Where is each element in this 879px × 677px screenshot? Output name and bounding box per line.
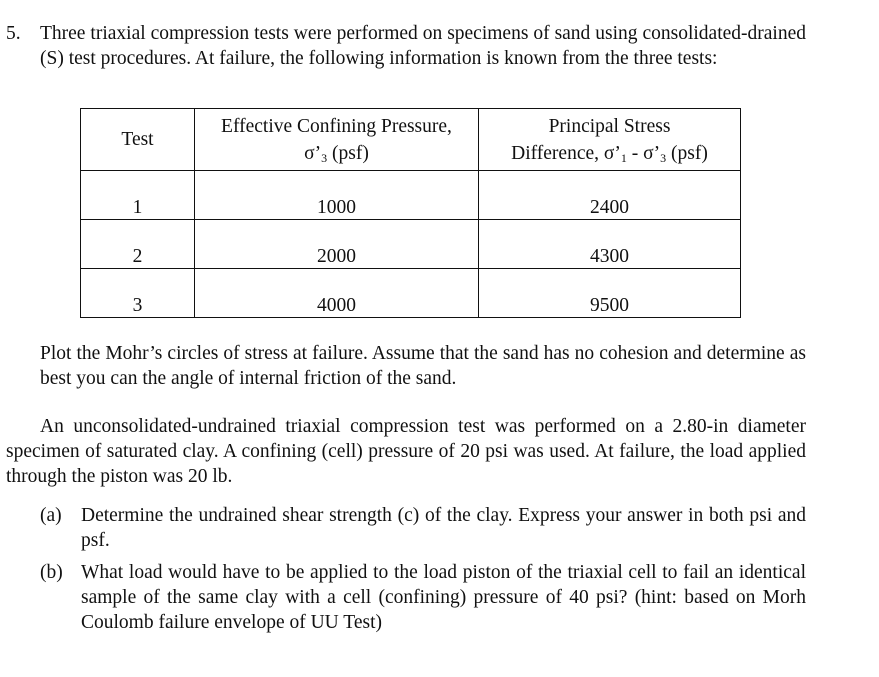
table-row <box>81 220 741 269</box>
header-principal-subscript-1: 1 <box>620 150 627 165</box>
cell-confining: 2000 <box>195 220 479 269</box>
header-principal-stress-difference <box>479 109 741 171</box>
header-principal-subscript-2: 3 <box>660 150 667 165</box>
table-header-row <box>81 109 741 171</box>
plot-instruction: Plot the Mohr’s circles of stress at failure. Assume that the sand has no cohesion and determine as best you can the angle of internal friction of the sand. <box>40 343 806 389</box>
table-row <box>81 269 741 318</box>
header-confining-subscript: 3 <box>321 150 328 165</box>
cell-test: 1 <box>81 171 195 220</box>
question-b-label: (b) <box>40 562 63 583</box>
header-confining-pressure <box>195 109 479 171</box>
cell-confining: 1000 <box>195 171 479 220</box>
cell-difference: 9500 <box>479 269 741 318</box>
header-principal-line1: Principal Stress <box>548 115 671 137</box>
cell-confining: 4000 <box>195 269 479 318</box>
question-b-text: What load would have to be applied to the load piston of the triaxial cell to fail an identical sample of the same clay with a cell (confining) pressure of 40 psi? (hint: based on Morh Coulomb failure envelope of UU Test) <box>81 562 806 633</box>
header-test-label: Test <box>121 129 154 150</box>
question-a <box>40 503 806 553</box>
uu-test-description: An unconsolidated-undrained triaxial compression test was performed on a 2.80-in diameter specimen of saturated clay. A confining (cell) pressure of 20 psi was used. At failure, the load applied through the piston was 20 lb. <box>6 416 806 487</box>
question-a-text: Determine the undrained shear strength (c) of the clay. Express your answer in both psi and psf. <box>81 505 806 551</box>
header-principal-symbol-2: σ’ <box>643 142 661 164</box>
header-test <box>81 109 195 171</box>
header-confining-unit: (psf) <box>327 142 369 164</box>
cell-test: 3 <box>81 269 195 318</box>
cell-difference: 2400 <box>479 171 741 220</box>
header-principal-unit: (psf) <box>666 142 708 164</box>
header-principal-symbol-1: σ’ <box>603 142 621 164</box>
header-principal-minus: - <box>626 142 644 164</box>
header-confining-line1: Effective Confining Pressure, <box>221 115 452 137</box>
header-confining-symbol: σ’ <box>304 142 322 164</box>
question-a-label: (a) <box>40 505 62 526</box>
problem-number: 5. <box>6 23 21 44</box>
cell-test: 2 <box>81 220 195 269</box>
cell-difference: 4300 <box>479 220 741 269</box>
table-row <box>81 171 741 220</box>
question-b <box>40 560 806 635</box>
header-principal-prefix: Difference, <box>511 142 604 164</box>
problem-intro: Three triaxial compression tests were performed on specimens of sand using consolidated-drained (S) test procedures. At failure, the following information is known from the three tests: <box>40 23 806 69</box>
triaxial-test-table <box>80 108 741 318</box>
